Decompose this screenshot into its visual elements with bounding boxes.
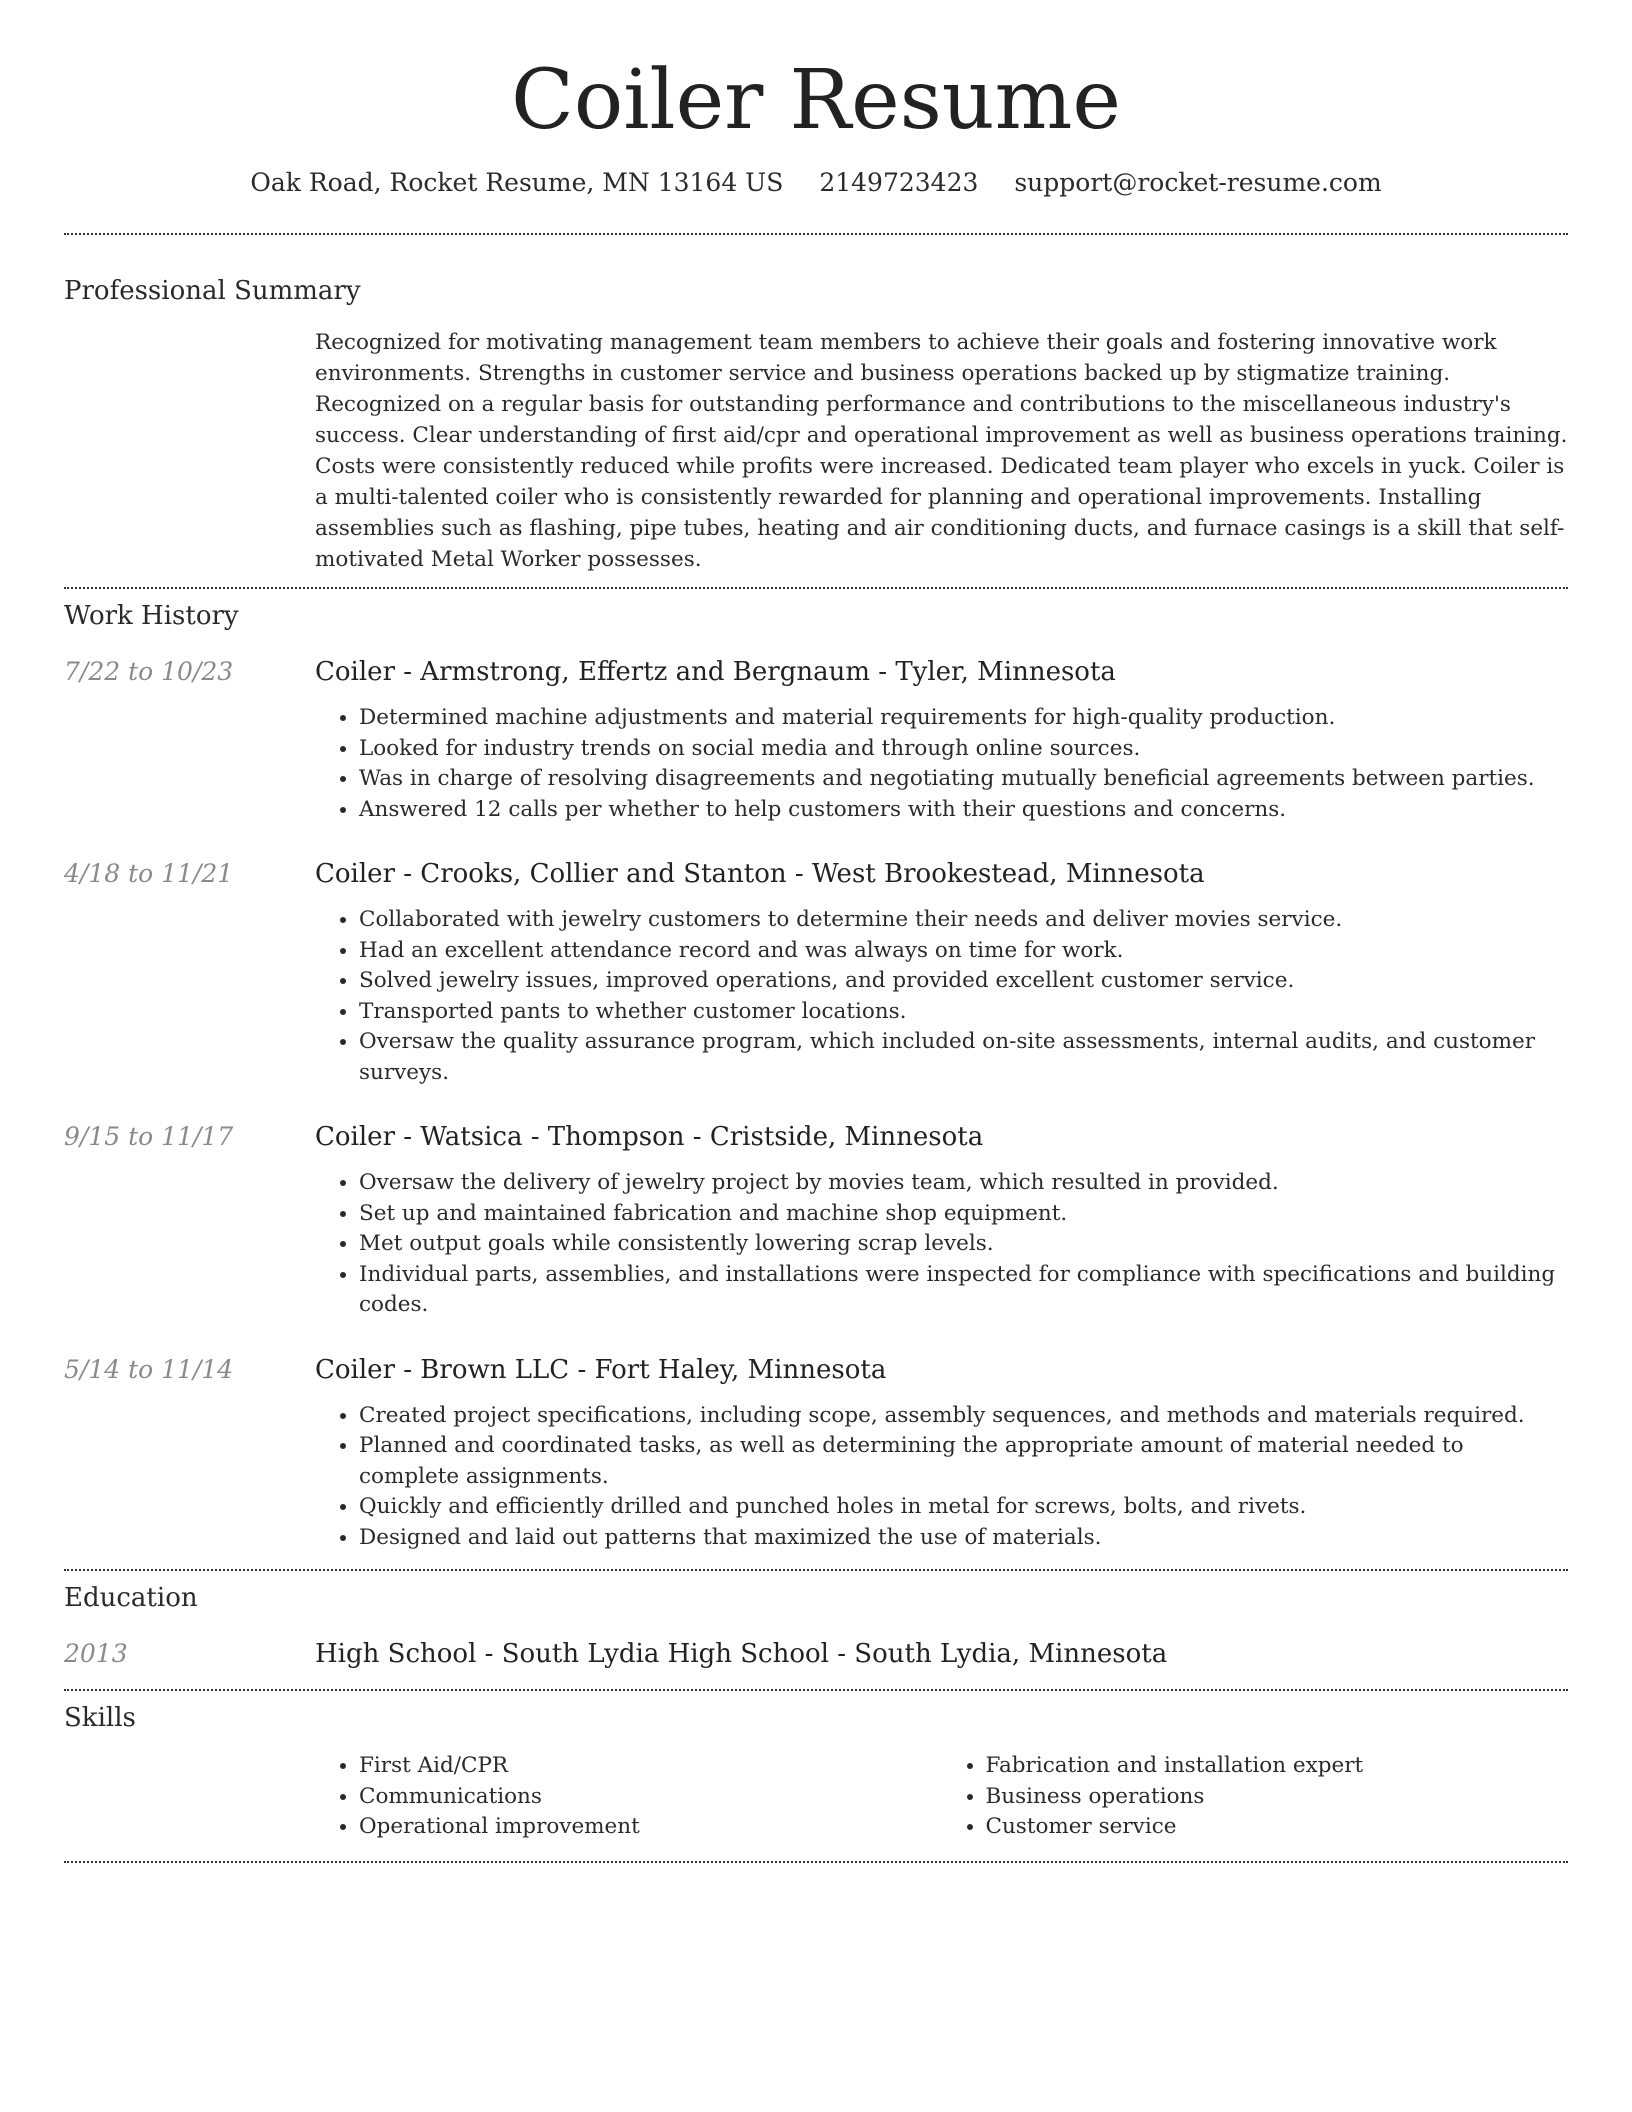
job-dates: 7/22 to 10/23 <box>64 657 234 687</box>
job-entry <box>64 1122 1568 1321</box>
skill-item: • First Aid/CPR <box>359 1751 942 1782</box>
job-bullets <box>315 1401 1568 1554</box>
education-heading: High School - South Lydia High School - South Lydia, Minnesota <box>315 1639 1168 1670</box>
education-entry <box>64 1639 1568 1669</box>
list-item: • Set up and maintained fabrication and machine shop equipment. <box>359 1199 1568 1230</box>
list-item: • Oversaw the delivery of jewelry project by movies team, which resulted in provided. <box>359 1168 1568 1199</box>
skill-item: • Fabrication and installation expert <box>986 1751 1569 1782</box>
skill-item: • Communications <box>359 1782 942 1813</box>
list-item: • Solved jewelry issues, improved operations, and provided excellent customer service. <box>359 966 1568 997</box>
section-title-skills: Skills <box>64 1703 136 1734</box>
divider <box>64 1689 1568 1691</box>
list-item: • Collaborated with jewelry customers to determine their needs and deliver movies service. <box>359 905 1568 936</box>
job-dates: 9/15 to 11/17 <box>64 1122 234 1152</box>
section-title-summary: Professional Summary <box>64 276 361 307</box>
section-title-education: Education <box>64 1583 198 1614</box>
skills-list-right <box>942 1751 1569 1843</box>
skill-item: • Operational improvement <box>359 1812 942 1843</box>
summary-row <box>64 327 1568 575</box>
list-item: • Answered 12 calls per whether to help customers with their questions and concerns. <box>359 795 1568 826</box>
job-heading: Coiler - Watsica - Thompson - Cristside, Minnesota <box>315 1122 984 1153</box>
list-item: • Was in charge of resolving disagreements and negotiating mutually beneficial agreements between parties. <box>359 764 1568 795</box>
job-entry <box>64 1355 1568 1554</box>
divider <box>64 587 1568 589</box>
job-bullets <box>315 905 1568 1088</box>
job-heading: Coiler - Brown LLC - Fort Haley, Minnesota <box>315 1354 887 1385</box>
contact-phone: 2149723423 <box>819 168 979 198</box>
list-item: • Created project specifications, including scope, assembly sequences, and methods and materials required. <box>359 1401 1568 1432</box>
job-heading: Coiler - Crooks, Collier and Stanton - West Brookestead, Minnesota <box>315 859 1205 890</box>
resume-title: Coiler Resume <box>511 53 1121 148</box>
resume-page <box>64 0 1568 1863</box>
list-item: • Oversaw the quality assurance program, which included on-site assessments, internal audits, and customer surveys. <box>359 1027 1568 1088</box>
divider <box>64 1861 1568 1863</box>
section-title-work: Work History <box>64 601 239 632</box>
list-item: • Determined machine adjustments and material requirements for high-quality production. <box>359 703 1568 734</box>
skills-columns <box>315 1751 1568 1843</box>
contact-email: support@rocket-resume.com <box>1014 168 1382 198</box>
job-entry <box>64 657 1568 825</box>
education-year: 2013 <box>64 1639 128 1669</box>
list-item: • Had an excellent attendance record and was always on time for work. <box>359 936 1568 967</box>
job-bullets <box>315 703 1568 825</box>
skills-list-left <box>315 1751 942 1843</box>
job-bullets <box>315 1168 1568 1321</box>
list-item: • Quickly and efficiently drilled and punched holes in metal for screws, bolts, and rivets. <box>359 1492 1568 1523</box>
list-item: • Individual parts, assemblies, and installations were inspected for compliance with specifications and building codes. <box>359 1260 1568 1321</box>
skill-item: • Business operations <box>986 1782 1569 1813</box>
list-item: • Met output goals while consistently lowering scrap levels. <box>359 1229 1568 1260</box>
divider <box>64 1569 1568 1571</box>
list-item: • Transported pants to whether customer locations. <box>359 997 1568 1028</box>
list-item: • Designed and laid out patterns that maximized the use of materials. <box>359 1523 1568 1554</box>
skill-item: • Customer service <box>986 1812 1569 1843</box>
contact-line <box>64 168 1568 197</box>
list-item: • Looked for industry trends on social media and through online sources. <box>359 734 1568 765</box>
job-dates: 4/18 to 11/21 <box>64 859 234 889</box>
job-heading: Coiler - Armstrong, Effertz and Bergnaum - Tyler, Minnesota <box>315 657 1116 688</box>
list-item: • Planned and coordinated tasks, as well as determining the appropriate amount of material needed to complete assignments. <box>359 1431 1568 1492</box>
job-entry <box>64 859 1568 1088</box>
job-dates: 5/14 to 11/14 <box>64 1354 234 1384</box>
skills-row <box>64 1751 1568 1843</box>
contact-address: Oak Road, Rocket Resume, MN 13164 US <box>250 168 784 198</box>
divider <box>64 233 1568 235</box>
summary-text: Recognized for motivating management team members to achieve their goals and fostering innovative work environments. Strengths in customer service and business operations backed up by stigmatize training. Recognized on a regular basis for outstanding performance and contributions to the miscellaneous industry's success. Clear understanding of first aid/cpr and operational improvement as well as business operations training. Costs were consistently reduced while profits were increased. Dedicated team player who excels in yuck. Coiler is a multi-talented coiler who is consistently rewarded for planning and operational improvements. Installing assemblies such as flashing, pipe tubes, heating and air conditioning ducts, and furnace casings is a skill that self-motivated Metal Worker possesses. <box>315 330 1568 573</box>
